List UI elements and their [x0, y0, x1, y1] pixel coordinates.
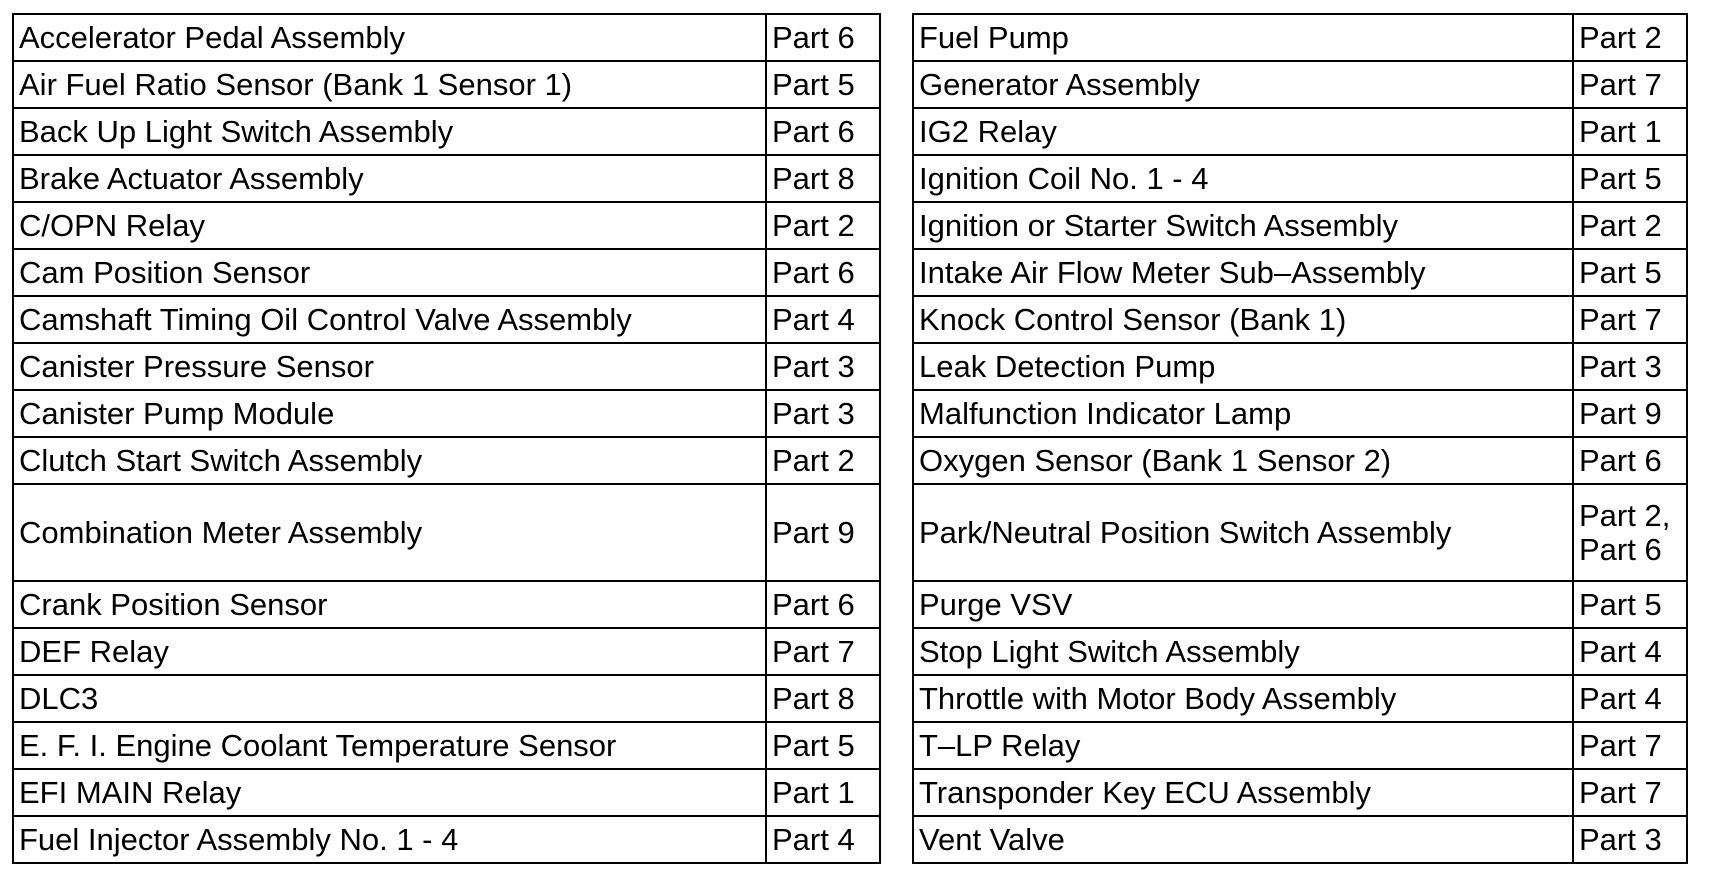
table-row	[13, 296, 880, 343]
table-row	[13, 390, 880, 437]
table-row	[913, 108, 1687, 155]
component-name: Cam Position Sensor	[13, 249, 766, 296]
component-name: Fuel Injector Assembly No. 1 - 4	[13, 816, 766, 863]
part-reference: Part 2	[766, 202, 880, 249]
table-row	[913, 722, 1687, 769]
component-name: Ignition Coil No. 1 - 4	[913, 155, 1573, 202]
part-reference: Part 8	[766, 675, 880, 722]
component-name: DLC3	[13, 675, 766, 722]
table-row	[13, 769, 880, 816]
table-row	[13, 108, 880, 155]
part-reference: Part 4	[1573, 628, 1687, 675]
part-reference: Part 4	[1573, 675, 1687, 722]
right-component-table	[912, 13, 1688, 864]
table-row	[913, 484, 1687, 581]
component-name: Canister Pump Module	[13, 390, 766, 437]
component-name: Back Up Light Switch Assembly	[13, 108, 766, 155]
component-name: Canister Pressure Sensor	[13, 343, 766, 390]
part-reference: Part 5	[1573, 581, 1687, 628]
part-reference: Part 2	[1573, 14, 1687, 61]
table-row	[913, 202, 1687, 249]
table-row	[13, 437, 880, 484]
table-row	[913, 61, 1687, 108]
component-name: IG2 Relay	[913, 108, 1573, 155]
component-name: Combination Meter Assembly	[13, 484, 766, 581]
table-row	[913, 249, 1687, 296]
right-table-body	[913, 14, 1687, 863]
part-reference: Part 4	[766, 296, 880, 343]
part-reference: Part 5	[1573, 155, 1687, 202]
component-name: Transponder Key ECU Assembly	[913, 769, 1573, 816]
part-reference: Part 7	[1573, 769, 1687, 816]
part-reference: Part 5	[766, 722, 880, 769]
table-row	[913, 14, 1687, 61]
table-row	[13, 61, 880, 108]
part-reference: Part 9	[1573, 390, 1687, 437]
table-row	[13, 202, 880, 249]
part-reference: Part 2, Part 6	[1573, 484, 1687, 581]
part-reference: Part 7	[1573, 61, 1687, 108]
part-reference: Part 5	[766, 61, 880, 108]
table-row	[13, 249, 880, 296]
part-reference: Part 3	[1573, 816, 1687, 863]
left-component-table	[12, 13, 881, 864]
component-name: Park/Neutral Position Switch Assembly	[913, 484, 1573, 581]
component-name: Air Fuel Ratio Sensor (Bank 1 Sensor 1)	[13, 61, 766, 108]
part-reference: Part 7	[766, 628, 880, 675]
part-reference: Part 4	[766, 816, 880, 863]
table-row	[913, 628, 1687, 675]
component-name: T–LP Relay	[913, 722, 1573, 769]
part-reference: Part 1	[766, 769, 880, 816]
part-reference: Part 8	[766, 155, 880, 202]
component-name: Vent Valve	[913, 816, 1573, 863]
component-name: Intake Air Flow Meter Sub–Assembly	[913, 249, 1573, 296]
part-reference: Part 6	[1573, 437, 1687, 484]
component-name: Ignition or Starter Switch Assembly	[913, 202, 1573, 249]
table-row	[913, 155, 1687, 202]
table-row	[13, 722, 880, 769]
component-name: DEF Relay	[13, 628, 766, 675]
left-table-body	[13, 14, 880, 863]
table-row	[913, 769, 1687, 816]
table-row	[13, 343, 880, 390]
component-name: Generator Assembly	[913, 61, 1573, 108]
table-row	[13, 675, 880, 722]
component-name: Brake Actuator Assembly	[13, 155, 766, 202]
component-name: Crank Position Sensor	[13, 581, 766, 628]
component-name: Malfunction Indicator Lamp	[913, 390, 1573, 437]
table-row	[913, 816, 1687, 863]
table-row	[13, 816, 880, 863]
part-reference: Part 6	[766, 108, 880, 155]
part-reference: Part 6	[766, 14, 880, 61]
part-reference: Part 7	[1573, 722, 1687, 769]
table-row	[13, 14, 880, 61]
component-name: Fuel Pump	[913, 14, 1573, 61]
table-row	[913, 675, 1687, 722]
component-name: Stop Light Switch Assembly	[913, 628, 1573, 675]
component-name: Accelerator Pedal Assembly	[13, 14, 766, 61]
table-row	[13, 581, 880, 628]
component-name: Oxygen Sensor (Bank 1 Sensor 2)	[913, 437, 1573, 484]
component-name: Camshaft Timing Oil Control Valve Assembly	[13, 296, 766, 343]
component-name: E. F. I. Engine Coolant Temperature Sensor	[13, 722, 766, 769]
table-row	[913, 343, 1687, 390]
part-reference: Part 3	[766, 343, 880, 390]
part-reference: Part 7	[1573, 296, 1687, 343]
component-name: Leak Detection Pump	[913, 343, 1573, 390]
part-reference: Part 2	[1573, 202, 1687, 249]
component-name: EFI MAIN Relay	[13, 769, 766, 816]
part-reference: Part 5	[1573, 249, 1687, 296]
part-reference: Part 2	[766, 437, 880, 484]
part-reference: Part 6	[766, 249, 880, 296]
part-reference: Part 3	[766, 390, 880, 437]
component-name: Throttle with Motor Body Assembly	[913, 675, 1573, 722]
table-row	[13, 484, 880, 581]
component-name: Knock Control Sensor (Bank 1)	[913, 296, 1573, 343]
table-row	[13, 628, 880, 675]
table-row	[913, 437, 1687, 484]
component-name: Clutch Start Switch Assembly	[13, 437, 766, 484]
component-name: C/OPN Relay	[13, 202, 766, 249]
table-row	[13, 155, 880, 202]
component-name: Purge VSV	[913, 581, 1573, 628]
part-reference: Part 1	[1573, 108, 1687, 155]
table-row	[913, 296, 1687, 343]
table-row	[913, 581, 1687, 628]
table-row	[913, 390, 1687, 437]
part-reference: Part 9	[766, 484, 880, 581]
part-reference: Part 3	[1573, 343, 1687, 390]
part-reference: Part 6	[766, 581, 880, 628]
